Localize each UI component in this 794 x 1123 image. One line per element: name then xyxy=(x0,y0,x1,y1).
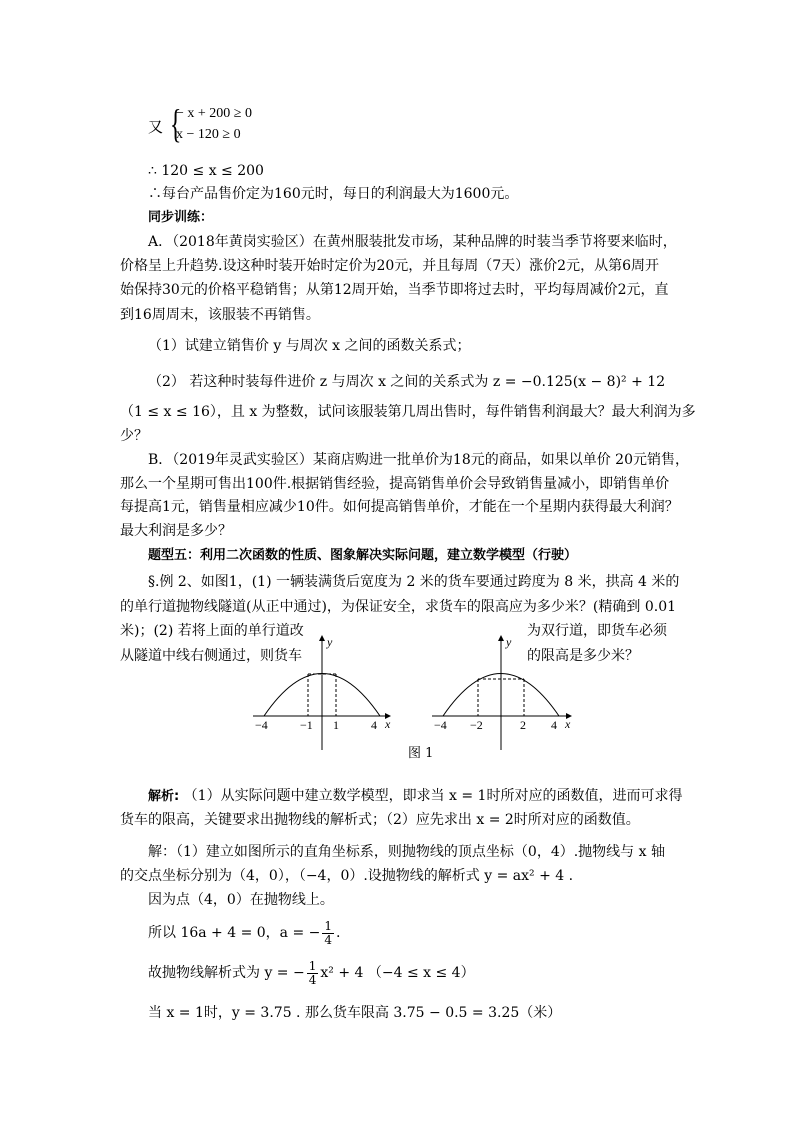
left-y-label: y xyxy=(327,635,333,649)
problem-b-line-3: 每提高1元，销售量相应减少10件。如何提高销售单价，才能在一个星期内获得最大利润？ xyxy=(120,499,679,515)
problem-b-line-2: 那么一个星期可售出100件.根据销售经验，提高销售单价会导致销售量减小，即销售单价 xyxy=(120,476,670,492)
frac-num-2: 1 xyxy=(308,958,317,973)
analysis-line-1 xyxy=(148,786,682,807)
solution-line-3: 因为点（4，0）在抛物线上。 xyxy=(148,892,334,908)
problem-a-line-1: A．（2018年黄岗实验区）在黄州服装批发市场，某种品牌的时装当季节将要来临时， xyxy=(148,234,677,250)
right-tick-2: 2 xyxy=(520,718,526,732)
line-conclusion: ∴每台产品售价定为160元时，每日的利润最大为1600元。 xyxy=(148,186,519,202)
system-row-2: x − 120 ≥ 0 xyxy=(176,127,241,142)
figure-caption: 图 1 xyxy=(408,746,434,761)
left-tick-4: 4 xyxy=(371,718,377,732)
example-line-1: §.例 2、如图1，(1) 一辆装满货后宽度为 2 米的货车要通过跨度为 8 米，拱高 4 米的 xyxy=(148,574,680,590)
graph-left xyxy=(253,635,391,750)
brace: { xyxy=(169,101,182,146)
question-1: （1）试建立销售价 y 与周次 x 之间的函数关系式； xyxy=(148,338,471,354)
solution-line-2: 的交点坐标分别为（4，0），（−4，0）.设抛物线的解析式 y = ax² + 4 . xyxy=(120,868,574,884)
frac-den-1: 4 xyxy=(324,932,333,947)
analysis-text-1: （1）从实际问题中建立数学模型，即求当 x = 1时所对应的函数值，进而可求得 xyxy=(183,788,683,804)
solution-line-1: 解：（1）建立如图所示的直角坐标系，则抛物线的顶点坐标（0，4）.抛物线与 x 轴 xyxy=(148,844,665,860)
question-2-line-2: （1 ≤ x ≤ 16），且 x 为整数，试问该服装第几周出售时，每件销售利润最大？最大利润为多 xyxy=(120,404,696,420)
left-tick-1: 1 xyxy=(333,718,339,732)
question-2-line-3: 少？ xyxy=(120,428,148,444)
problem-b-line-4: 最大利润是多少？ xyxy=(120,523,232,539)
analysis-label: 解析: xyxy=(148,789,180,804)
solution-4-text: 所以 16a + 4 = 0，a = − xyxy=(148,925,321,941)
question-2-line-1: （2） 若这种时装每件进价 z 与周次 x 之间的关系式为 z = −0.125(x − 8)² + 12 xyxy=(148,374,666,390)
line-range: ∴ 120 ≤ x ≤ 200 xyxy=(148,163,264,179)
example-line-3a: 米)；(2) 若将上面的单行道改 xyxy=(120,623,304,639)
sync-training-title: 同步训练： xyxy=(148,210,214,225)
example-line-4a: 从隧道中线右侧通过，则货车 xyxy=(120,648,302,664)
solution-5-post: x² + 4 （−4 ≤ x ≤ 4） xyxy=(320,965,475,981)
problem-b-line-1: B．（2019年灵武实验区）某商店购进一批单价为18元的商品，如果以单价 20元销售， xyxy=(148,452,689,468)
solution-5-text: 故抛物线解析式为 y = − xyxy=(148,965,305,981)
solution-line-6: 当 x = 1时，y = 3.75 . 那么货车限高 3.75 − 0.5 = 3.25（米） xyxy=(148,1005,562,1021)
frac-num-1: 1 xyxy=(324,918,333,933)
frac-den-2: 4 xyxy=(308,972,317,987)
right-y-label: y xyxy=(506,635,512,649)
left-tick-neg1: −1 xyxy=(300,718,313,732)
fraction-quarter-2 xyxy=(307,960,319,987)
right-x-label: x xyxy=(565,717,571,731)
left-x-label: x xyxy=(385,717,391,731)
example-line-3b: 为双行道，即货车必须 xyxy=(527,623,667,639)
figure-1 xyxy=(245,632,585,752)
example-line-4b: 的限高是多少米？ xyxy=(527,648,639,664)
problem-a-line-4: 到16周周末，该服装不再销售。 xyxy=(120,307,320,323)
graph-right xyxy=(432,635,571,750)
system-row-1: − x + 200 ≥ 0 xyxy=(176,106,252,121)
solution-line-4: 所以 16a + 4 = 0，a = − $\frac{1}{4}$ . xyxy=(148,918,341,947)
problem-a-line-2: 价格呈上升趋势.设这种时装开始时定价为20元，并且每周（7天）涨价2元，从第6周开 xyxy=(120,258,659,274)
left-tick-neg4: −4 xyxy=(255,718,268,732)
right-tick-neg2: −2 xyxy=(470,718,483,732)
type-five-heading: 题型五：利用二次函数的性质、图象解决实际问题，建立数学模型（行驶） xyxy=(148,548,578,563)
solution-line-5 xyxy=(148,958,475,988)
example-line-2: 的单行道抛物线隧道(从正中通过)，为保证安全，求货车的限高应为多少米？(精确到 0.01 xyxy=(120,599,677,615)
problem-a-line-3: 始保持30元的价格平稳销售；从第12周开始，当季节即将过去时，平均每周减价2元，直 xyxy=(120,282,669,298)
fraction-quarter-1 xyxy=(322,920,334,947)
right-tick-neg4: −4 xyxy=(434,718,447,732)
system-prefix: 又 xyxy=(148,118,164,136)
analysis-line-2: 货车的限高，关键要求出抛物线的解析式；（2）应先求出 x = 2时所对应的函数值。 xyxy=(120,812,640,828)
right-tick-4: 4 xyxy=(551,718,557,732)
